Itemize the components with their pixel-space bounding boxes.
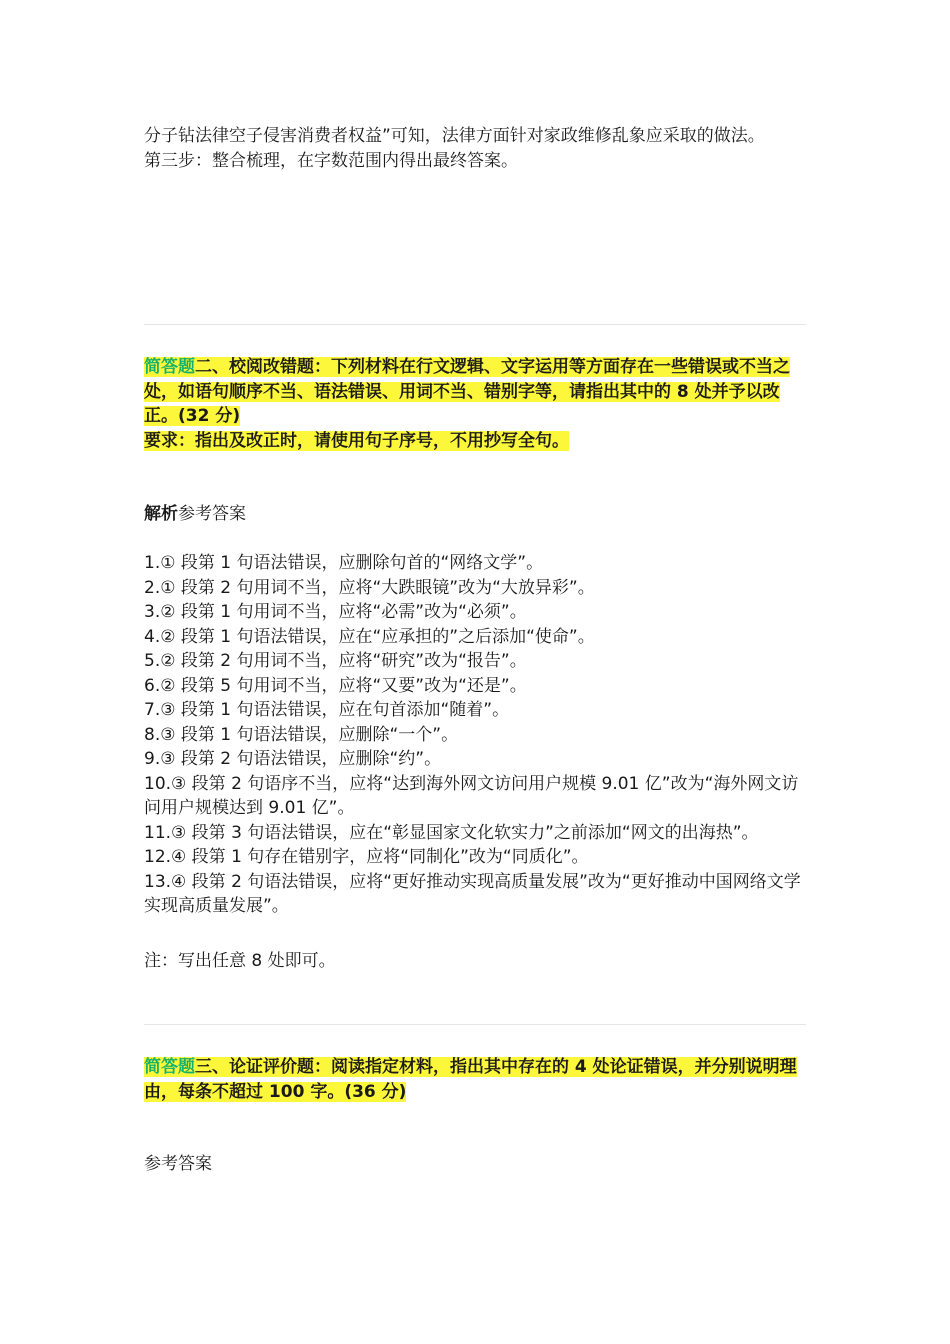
section-divider [144, 324, 806, 325]
list-item: 12.④ 段第 1 句存在错别字，应将“同制化”改为“同质化”。 [144, 847, 589, 867]
intro-step-three: 第三步：整合梳理，在字数范围内得出最终答案。 [144, 150, 518, 171]
question-two-highlight [144, 357, 790, 426]
question-three-highlight [144, 1057, 797, 1102]
list-item: 9.③ 段第 2 句语法错误，应删除“约”。 [144, 749, 442, 769]
reference-answer-label: 参考答案 [178, 504, 246, 524]
list-item: 3.② 段第 1 句用词不当，应将“必需”改为“必须”。 [144, 602, 527, 622]
list-item: 2.① 段第 2 句用词不当，应将“大跌眼镜”改为“大放异彩”。 [144, 577, 595, 598]
question-three-heading [144, 1055, 808, 1104]
list-item: 8.③ 段第 1 句语法错误，应删除“一个”。 [144, 724, 459, 745]
intro-section [144, 124, 808, 173]
list-item: 13.④ 段第 2 句语法错误，应将“更好推动实现高质量发展”改为“更好推动中国网络文学实现高质量发展”。 [144, 871, 801, 916]
intro-paragraph: 分子钻法律空子侵害消费者权益”可知，法律方面针对家政维修乱象应采取的做法。 [144, 126, 765, 146]
question-three-answer-label: 参考答案 [144, 1154, 212, 1174]
list-item: 5.② 段第 2 句用词不当，应将“研究”改为“报告”。 [144, 651, 527, 671]
question-two-heading [144, 355, 808, 453]
answer-note: 注：写出任意 8 处即可。 [144, 951, 336, 971]
question-two-text: 二、校阅改错题：下列材料在行文逻辑、文字运用等方面存在一些错误或不当之处，如语句顺序不当、语法错误、用词不当、错别字等，请指出其中的 8 处并予以改正。(32 分) [144, 357, 790, 426]
question-two-requirement: 要求：指出及改正时，请使用句子序号，不用抄写全句。 [144, 430, 569, 451]
list-item: 10.③ 段第 2 句语序不当，应将“达到海外网文访问用户规模 9.01 亿”改为“海外网文访问用户规模达到 9.01 亿”。 [144, 773, 799, 818]
list-item: 11.③ 段第 3 句语法错误，应在“彰显国家文化软实力”之前添加“网文的出海热”。 [144, 822, 759, 843]
list-item: 6.② 段第 5 句用词不当，应将“又要”改为“还是”。 [144, 675, 527, 696]
list-item: 7.③ 段第 1 句语法错误，应在句首添加“随着”。 [144, 700, 510, 720]
question-type-tag: 简答题 [144, 357, 195, 377]
answer-list [144, 551, 808, 919]
list-item: 1.① 段第 1 句语法错误，应删除句首的“网络文学”。 [144, 553, 544, 573]
question-type-tag: 简答题 [144, 1057, 195, 1077]
question-three-text: 三、论证评价题：阅读指定材料，指出其中存在的 4 处论证错误，并分别说明理由，每条不超过 100 字。(36 分) [144, 1057, 797, 1102]
analysis-label [144, 502, 246, 527]
section-divider [144, 1024, 806, 1025]
analysis-title: 解析 [144, 504, 178, 524]
list-item: 4.② 段第 1 句语法错误，应在“应承担的”之后添加“使命”。 [144, 626, 595, 647]
